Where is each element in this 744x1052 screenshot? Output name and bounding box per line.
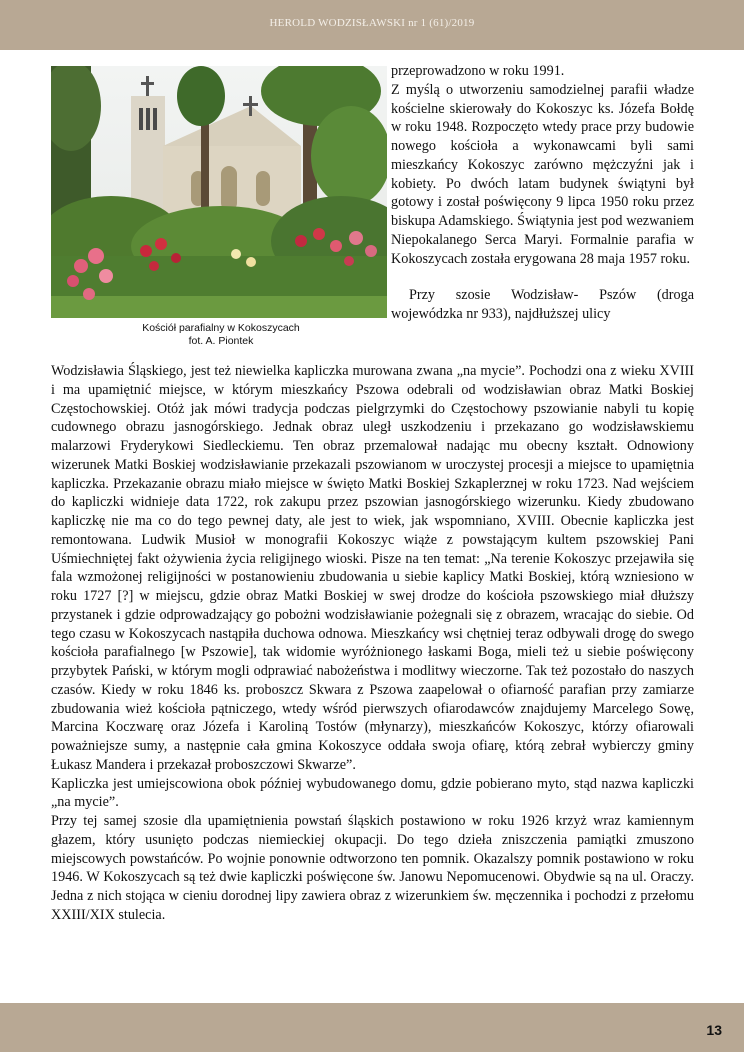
- paragraph: Z myślą o utworzeniu samodzielnej parafii władze kościelne skierowały do Kokoszyc ks. Józefa Bołdę w roku 1948. Rozpoczęto wtedy prace przy budowie nowego kościoła a wykonawcami byli sami mieszkańcy Kokoszyc zarówno mężczyźni jak i kobiety. Po dwóch latam budynek świątyni był gotowy i został poświęcony 9 lipca 1950 roku przez biskupa Adamskiego. Świątynia jest pod wezwaniem Niepokalanego Serca Maryi. Formalnie parafia w Kokoszycach została erygowana 28 maja 1957 roku.: [391, 81, 694, 267]
- church-photo: [51, 66, 387, 318]
- page-number: 13: [706, 1022, 722, 1038]
- page-footer: [0, 1003, 744, 1052]
- paragraph: przeprowadzono w roku 1991.: [391, 63, 565, 79]
- caption-title: Kościół parafialny w Kokoszycach: [142, 322, 300, 334]
- page-header: [0, 0, 744, 50]
- caption-credit: fot. A. Piontek: [188, 335, 254, 347]
- right-column-text: [391, 62, 694, 324]
- paragraph: Wodzisławia Śląskiego, jest też niewielka kapliczka murowana zwana „na mycie”. Pochodzi ona z wieku XVIII i ma upamiętnić miejsce, w którym mieszkańcy Pszowa odebrali od wodzisławian obraz Matki Boskiej Częstochowskiej. Otóż jak mówi tradycja podczas pielgrzymki do Częstochowy pszowianie nabyli tu kopię cudownego obrazu jasnogórskiego. Jednak obraz uległ uszkodzeniu i przekazano go wodzisławskiemu malarzowi Fryderykowi Siedleckiemu. Ten obraz przemalował nadając mu obecny kształt. Odnowiony wizerunek Matki Boskiej wodzisławianie przekazali pszowianom w uroczystej procesji a miejsce to upamiętnia kapliczka. Przekazanie obrazu miało miejsce w święto Matki Boskiej Szkaplerznej w roku 1723. Nad wejściem do kapliczki widnieje data 1722, rok zakupu przez pszowian jasnogórskiego wizerunku. Kiedy zbudowano kapliczkę nie ma co do tego pewnej daty, ale jest to wiek, jak wspomniano, XVIII. Obecnie kapliczka jest remontowana. Ludwik Musioł w monografii Kokoszyc wiąże z powstającym kultem pszowskiej Pani Uśmiechniętej fakt ożywienia życia religijnego wioski. Pisze na ten temat: „Na terenie Kokoszyc przejawiła się fala wzmożonej religijności w postanowieniu zbudowania u siebie kaplicy Matki Boskiej, którą wzniesiono w roku 1727 [?] w miejscu, gdzie obraz Matki Boskiej w swej drodze do kościoła pszowskiego miał dłuższy przystanek i gdzie odprowadzający go pobożni wodzisławianie pożegnali się z obrazem, wracając do siebie. Od tego czasu w Kokoszycach nastąpiła duchowa odnowa. Mieszkańcy wsi chętniej teraz odbywali drogę do swego kościoła parafialnego [w Pszowie], tak widomie wyróżnionego łaskami Boga, mieli też u siebie poświęcony przybytek Pański, w którym mogli odprawiać nabożeństwa i modlitwy wieczorne. Tak też pozostało do naszych czasów. Kiedy w roku 1846 ks. proboszcz Skwara z Pszowa zaapelował o ofiarność parafian przy zamiarze zbudowania wież kościoła pątniczego, wtedy wśród pierwszych ofiarodawców znajdujemy Marcelego Sowę, Marcina Koczwarę oraz Józefa i Karoliną Tostów (młynarzy), mieszkańców Kokoszyc, którzy ofiarowali poważniejsze sumy, a następnie cała gmina Kokoszyce oddała swoja ofiarę, którą zebrał wybierczy gminy Łukasz Mandera i przekazał proboszczowi Skwarze”.: [51, 363, 694, 773]
- paragraph: Kapliczka jest umiejscowiona obok później wybudowanego domu, gdzie pobierano myto, stąd nazwa kapliczki „na mycie”.: [51, 775, 694, 811]
- paragraph: Przy szosie Wodzisław- Pszów (droga wojewódzka nr 933), najdłuższej ulicy: [391, 287, 694, 322]
- photo-caption: [51, 322, 391, 348]
- paragraph: Przy tej samej szosie dla upamiętnienia powstań śląskich postawiono w roku 1926 krzyż wraz kamiennym głazem, który usunięto podczas niemieckiej okupacji. Do tego dzieła zniszczenia pamiątki zmuszono miejscowych powstańców. Po wojnie ponownie odtworzono ten pomnik. Okazalszy pomnik postawiono w roku 1946. W Kokoszycach są też dwie kapliczki poświęcone św. Janowu Nepomucenowi. Obydwie są na ul. Oraczy. Jedna z nich stojąca w cieniu dorodnej lipy zawiera obraz z wizerunkiem św. męczennika i pochodzi z przełomu XXIII/XIX stulecia.: [51, 813, 694, 923]
- magazine-title: HEROLD WODZISŁAWSKI nr 1 (61)/2019: [269, 17, 475, 29]
- full-width-text: [51, 362, 694, 925]
